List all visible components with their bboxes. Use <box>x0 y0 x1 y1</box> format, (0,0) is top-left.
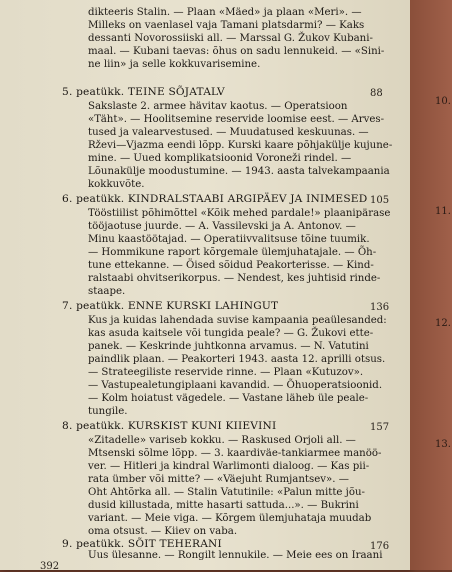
side-chapter-number: 11. <box>435 206 451 217</box>
toc-line: Minu kaastöötajad. — Operatiivvalitsuse tõine tuumik. <box>88 234 370 245</box>
toc-line: maal. — Kubani taevas: õhus on sadu lennukeid. — «Sini- <box>88 46 385 57</box>
adjacent-page-edge <box>410 0 452 570</box>
chapter-heading: 7. peatükk. ENNE KURSKI LAHINGUT <box>62 300 279 312</box>
toc-line: «Täht». — Hoolitsemine reservide loomise eest. — Arves- <box>88 114 385 125</box>
toc-line: Mtsenski sõlme lõpp. — 3. kaardiväe-tankiarmee manöö- <box>88 448 382 459</box>
toc-line: Rževi—Vjazma eendi lõpp. Kurski kaare põhjakülje kujune- <box>88 140 393 151</box>
toc-line: ne liin» ja selle kokkuvarisemine. <box>88 59 261 70</box>
toc-line: variant. — Meie viga. — Kõrgem ülemjuhataja muudab <box>88 513 372 524</box>
toc-line: — Kolm hoiatust vägedele. — Vastane läheb üle peale- <box>88 393 369 404</box>
toc-line: panek. — Keskrinde juhtkonna arvamus. — N. Vatutini <box>88 341 369 352</box>
toc-line: Sakslaste 2. armee hävitav kaotus. — Operatsioon <box>88 101 348 112</box>
toc-line: kas asuda kaitsele või tungida peale? — G. Žukovi ette- <box>88 328 374 339</box>
toc-line: tune ettekanne. — Öised sõidud Peakorterisse. — Kind- <box>88 260 374 271</box>
toc-line: kokkuvõte. <box>88 179 145 190</box>
toc-line: — Vastupealetungiplaani kavandid. — Õhuoperatsioonid. <box>88 380 383 391</box>
toc-line: oma otsust. — Kiiev on vaba. <box>88 526 238 537</box>
toc-line: paindlik plaan. — Peakorteri 1943. aasta 12. aprilli otsus. <box>88 354 386 365</box>
toc-line: ver. — Hitleri ja kindral Warlimonti dialoog. — Kas pii- <box>88 461 370 472</box>
page-number: 105 <box>370 195 390 206</box>
toc-line: dikteeris Stalin. — Plaan «Mäed» ja plaan «Meri». — <box>88 7 362 18</box>
toc-line: rata ümber või mitte? — «Väejuht Rumjantsev». — <box>88 474 349 485</box>
toc-line: Uus ülesanne. — Rongilt lennukile. — Meie ees on Iraani <box>88 550 383 561</box>
page-number: 157 <box>370 422 390 433</box>
page-number: 88 <box>370 88 383 99</box>
chapter-heading: 6. peatükk. KINDRALSTAABI ARGIPÄEV JA INIMESED <box>62 193 368 205</box>
toc-line: — Hommikune raport kõrgemale ülemjuhatajale. — Õh- <box>88 247 377 258</box>
toc-line: tungile. <box>88 406 128 417</box>
chapter-heading: 8. peatükk. KURSKIST KUNI KIIEVINI <box>62 420 277 432</box>
side-chapter-number: 13. <box>435 439 451 450</box>
toc-line: dusid killustada, mitte hasarti sattuda...». — Bukrini <box>88 500 359 511</box>
toc-line: ralstaabi ohvitserikorpus. — Nendest, kes juhtisid rinde- <box>88 273 381 284</box>
toc-line: Tööstiilist põhimõttel «Kõik mehed pardale!» plaanipärase <box>88 208 391 219</box>
toc-line: — Strateegiliste reservide rinne. — Plaan «Kutuzov». <box>88 367 364 378</box>
toc-line: Oht Ahtõrka all. — Stalin Vatutinile: «Palun mitte jõu- <box>88 487 365 498</box>
toc-line: tused ja valearvestused. — Muudatused keskuunas. — <box>88 127 369 138</box>
toc-line: tööjaotuse juurde. — A. Vassilevski ja A. Antonov. — <box>88 221 356 232</box>
page-number: 136 <box>370 302 390 313</box>
chapter-heading: 9. peatükk. SÕIT TEHERANI <box>62 538 222 550</box>
toc-line: staape. <box>88 286 126 297</box>
toc-line: «Zitadelle» variseb kokku. — Raskused Orjoli all. — <box>88 435 356 446</box>
toc-line: dessanti Novorossiiski all. — Marssal G. Žukov Kubani- <box>88 33 373 44</box>
toc-line: Milleks on vaenlasel vaja Tamani platsdarmi? — Kaks <box>88 20 365 31</box>
side-chapter-number: 12. <box>435 318 451 329</box>
toc-line: Kus ja kuidas lahendada suvise kampaania peaülesanded: <box>88 315 387 326</box>
chapter-heading: 5. peatükk. TEINE SÕJATALV <box>62 86 225 98</box>
toc-line: mine. — Uued komplikatsioonid Voroneži rindel. — <box>88 153 352 164</box>
page-number: 176 <box>370 541 390 552</box>
side-chapter-number: 10. <box>435 96 451 107</box>
toc-line: Lõunakülje moodustumine. — 1943. aasta talvekampaania <box>88 166 390 177</box>
page-folio: 392 <box>40 561 60 572</box>
